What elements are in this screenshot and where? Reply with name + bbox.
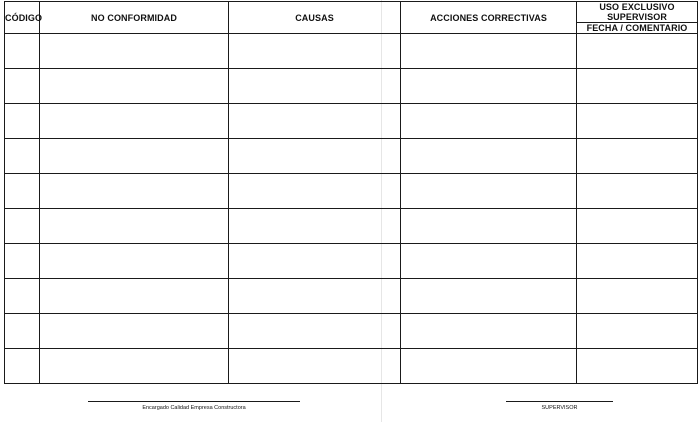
non-conformity-table — [4, 1, 698, 384]
cell-no-conformidad[interactable] — [40, 104, 229, 139]
table-row — [5, 279, 698, 314]
table-row — [5, 314, 698, 349]
cell-fecha-comentario[interactable] — [577, 174, 698, 209]
table-row — [5, 139, 698, 174]
cell-fecha-comentario[interactable] — [577, 209, 698, 244]
header-uso-exclusivo-supervisor: USO EXCLUSIVO SUPERVISOR — [577, 2, 698, 23]
cell-causas[interactable] — [229, 279, 401, 314]
cell-causas[interactable] — [229, 139, 401, 174]
cell-fecha-comentario[interactable] — [577, 314, 698, 349]
cell-codigo[interactable] — [5, 244, 40, 279]
signature-block-right — [506, 401, 613, 411]
cell-acciones-correctivas[interactable] — [401, 69, 577, 104]
cell-fecha-comentario[interactable] — [577, 349, 698, 384]
cell-no-conformidad[interactable] — [40, 69, 229, 104]
table-row — [5, 174, 698, 209]
cell-acciones-correctivas[interactable] — [401, 279, 577, 314]
header-fecha-comentario: FECHA / COMENTARIO — [577, 23, 698, 34]
cell-no-conformidad[interactable] — [40, 279, 229, 314]
cell-acciones-correctivas[interactable] — [401, 349, 577, 384]
header-causas: CAUSAS — [229, 2, 401, 34]
cell-causas[interactable] — [229, 104, 401, 139]
cell-codigo[interactable] — [5, 209, 40, 244]
cell-no-conformidad[interactable] — [40, 174, 229, 209]
cell-no-conformidad[interactable] — [40, 34, 229, 69]
header-codigo: CÓDIGO — [5, 2, 40, 34]
cell-codigo[interactable] — [5, 279, 40, 314]
cell-fecha-comentario[interactable] — [577, 34, 698, 69]
table-row — [5, 104, 698, 139]
cell-causas[interactable] — [229, 174, 401, 209]
cell-causas[interactable] — [229, 244, 401, 279]
cell-fecha-comentario[interactable] — [577, 104, 698, 139]
cell-no-conformidad[interactable] — [40, 349, 229, 384]
cell-fecha-comentario[interactable] — [577, 244, 698, 279]
table-row — [5, 69, 698, 104]
cell-codigo[interactable] — [5, 69, 40, 104]
cell-fecha-comentario[interactable] — [577, 279, 698, 314]
cell-codigo[interactable] — [5, 34, 40, 69]
signature-block-left — [88, 401, 300, 411]
cell-acciones-correctivas[interactable] — [401, 34, 577, 69]
header-no-conformidad: NO CONFORMIDAD — [40, 2, 229, 34]
signature-label-right: SUPERVISOR — [541, 405, 578, 411]
cell-codigo[interactable] — [5, 314, 40, 349]
table-row — [5, 244, 698, 279]
cell-acciones-correctivas[interactable] — [401, 209, 577, 244]
cell-codigo[interactable] — [5, 174, 40, 209]
cell-acciones-correctivas[interactable] — [401, 139, 577, 174]
cell-causas[interactable] — [229, 314, 401, 349]
cell-no-conformidad[interactable] — [40, 314, 229, 349]
cell-no-conformidad[interactable] — [40, 139, 229, 174]
table-row — [5, 34, 698, 69]
table-body — [5, 34, 698, 384]
cell-codigo[interactable] — [5, 349, 40, 384]
cell-acciones-correctivas[interactable] — [401, 244, 577, 279]
cell-causas[interactable] — [229, 349, 401, 384]
cell-acciones-correctivas[interactable] — [401, 314, 577, 349]
cell-fecha-comentario[interactable] — [577, 69, 698, 104]
signature-label-left: Encargado Calidad Empresa Constructora — [142, 405, 246, 411]
cell-codigo[interactable] — [5, 139, 40, 174]
cell-no-conformidad[interactable] — [40, 244, 229, 279]
cell-no-conformidad[interactable] — [40, 209, 229, 244]
cell-causas[interactable] — [229, 209, 401, 244]
cell-fecha-comentario[interactable] — [577, 139, 698, 174]
cell-acciones-correctivas[interactable] — [401, 174, 577, 209]
table-row — [5, 209, 698, 244]
cell-causas[interactable] — [229, 34, 401, 69]
cell-causas[interactable] — [229, 69, 401, 104]
cell-acciones-correctivas[interactable] — [401, 104, 577, 139]
header-acciones-correctivas: ACCIONES CORRECTIVAS — [401, 2, 577, 34]
cell-codigo[interactable] — [5, 104, 40, 139]
table-row — [5, 349, 698, 384]
